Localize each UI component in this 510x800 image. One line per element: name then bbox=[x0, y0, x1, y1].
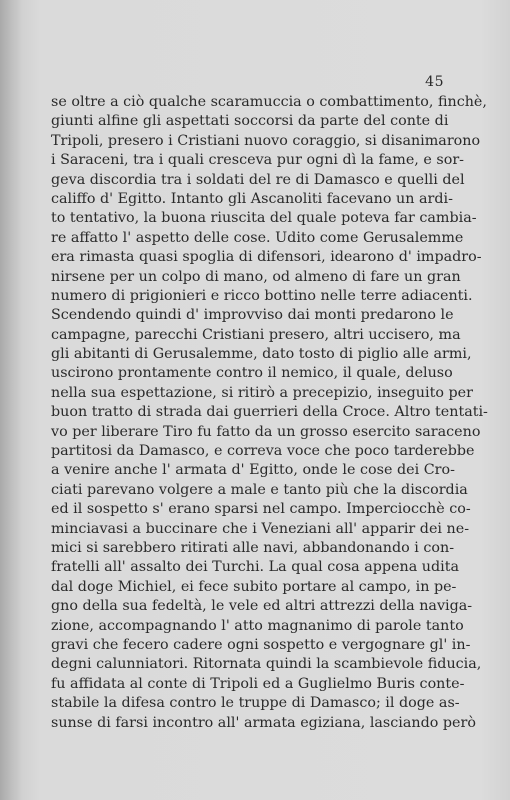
text-line: fratelli all' assalto dei Turchi. La qual cosa appena udita bbox=[51, 559, 459, 576]
text-line: nella sua espettazione, si ritirò a precepizio, inseguito per bbox=[51, 384, 473, 401]
text-line: Tripoli, presero i Cristiani nuovo coraggio, si disanimarono bbox=[51, 132, 481, 149]
text-line: gravi che fecero cadere ogni sospetto e vergognare gl' in- bbox=[51, 636, 471, 653]
text-line: gno della sua fedeltà, le vele ed altri attrezzi della naviga- bbox=[51, 598, 473, 615]
text-line: dal doge Michiel, ei fece subito portare al campo, in pe- bbox=[51, 578, 457, 595]
text-line: partitosi da Damasco, e correva voce che poco tarderebbe bbox=[51, 443, 475, 460]
text-line: stabile la difesa contro le truppe di Damasco; il doge as- bbox=[51, 695, 460, 712]
text-line: era rimasta quasi spoglia di difensori, idearono d' impadro- bbox=[51, 249, 482, 266]
text-line: to tentativo, la buona riuscita del quale poteva far cambia- bbox=[51, 210, 477, 227]
text-line: zione, accompagnando l' atto magnanimo di parole tanto bbox=[51, 617, 464, 634]
text-line: minciavasi a buccinare che i Veneziani all' apparir dei ne- bbox=[51, 520, 470, 537]
text-line: Scendendo quindi d' improvviso dai monti predarono le bbox=[51, 307, 454, 324]
text-line: a venire anche l' armata d' Egitto, onde le cose dei Cro- bbox=[51, 462, 455, 479]
text-line: geva discordia tra i soldati del re di Damasco e quelli del bbox=[51, 171, 465, 188]
text-line: mici si sarebbero ritirati alle navi, abbandonando i con- bbox=[51, 539, 455, 556]
page-number: 45 bbox=[425, 74, 444, 90]
text-line: fu affidata al conte di Tripoli ed a Guglielmo Buris conte- bbox=[51, 675, 465, 692]
text-line: uscirono prontamente contro il nemico, il quale, deluso bbox=[51, 365, 453, 382]
text-line: sunse di farsi incontro all' armata egiziana, lasciando però bbox=[51, 714, 476, 731]
text-line: numero di prigionieri e ricco bottino nelle terre adiacenti. bbox=[51, 287, 473, 304]
text-line: buon tratto di strada dai guerrieri della Croce. Altro tentati- bbox=[51, 404, 488, 421]
text-line: nirsene per un colpo di mano, od almeno di fare un gran bbox=[51, 268, 461, 285]
text-line: i Saraceni, tra i quali cresceva pur ogni dì la fame, e sor- bbox=[51, 152, 464, 169]
text-line: campagne, parecchi Cristiani presero, altri uccisero, ma bbox=[51, 326, 461, 343]
text-line: giunti alfine gli aspettati soccorsi da parte del conte di bbox=[51, 113, 449, 130]
text-line: re affatto l' aspetto delle cose. Udito come Gerusalemme bbox=[51, 229, 464, 246]
text-line: ed il sospetto s' erano sparsi nel campo. Imperciocchè co- bbox=[51, 501, 471, 518]
text-line: gli abitanti di Gerusalemme, dato tosto di piglio alle armi, bbox=[51, 346, 472, 363]
text-line: se oltre a ciò qualche scaramuccia o combattimento, finchè, bbox=[51, 94, 487, 110]
text-line: vo per liberare Tiro fu fatto da un grosso esercito saraceno bbox=[51, 423, 481, 440]
text-line: ciati parevano volgere a male e tanto più che la discordia bbox=[51, 481, 468, 498]
text-line: califfo d' Egitto. Intanto gli Ascanoliti facevano un ardi- bbox=[51, 190, 453, 207]
binding-shadow bbox=[0, 0, 22, 800]
text-line: degni calunniatori. Ritornata quindi la scambievole fiducia, bbox=[51, 656, 482, 673]
body-text bbox=[51, 93, 488, 733]
